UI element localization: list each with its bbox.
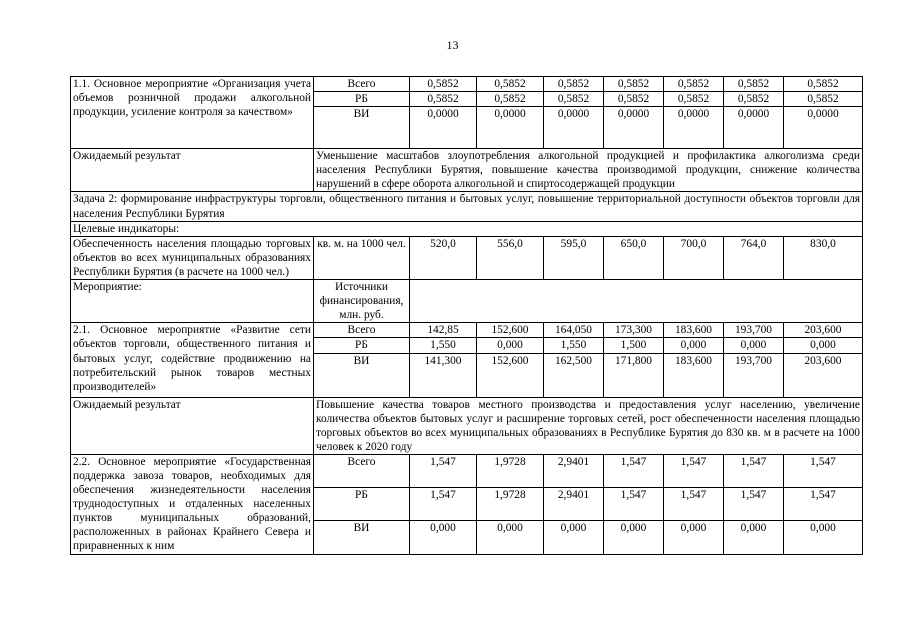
value-cell: 1,547 bbox=[664, 454, 724, 487]
value-cell: 141,300 bbox=[410, 353, 477, 397]
value-cell: 0,000 bbox=[477, 521, 544, 554]
source-cell: РБ bbox=[314, 338, 410, 353]
value-cell: 595,0 bbox=[544, 236, 604, 279]
table-row bbox=[71, 77, 863, 92]
table-row bbox=[71, 221, 863, 236]
value-cell: 1,547 bbox=[724, 454, 784, 487]
value-cell: 1,9728 bbox=[477, 454, 544, 487]
value-cell: 193,700 bbox=[724, 353, 784, 397]
value-cell: 0,000 bbox=[544, 521, 604, 554]
source-cell: ВИ bbox=[314, 107, 410, 149]
value-cell: 0,5852 bbox=[604, 92, 664, 107]
source-cell: Всего bbox=[314, 454, 410, 487]
indicators-label: Целевые индикаторы: bbox=[71, 221, 863, 236]
value-cell: 1,547 bbox=[604, 488, 664, 521]
value-cell: 1,547 bbox=[664, 488, 724, 521]
value-cell: 1,550 bbox=[410, 338, 477, 353]
value-cell: 0,5852 bbox=[784, 77, 863, 92]
value-cell: 0,5852 bbox=[604, 77, 664, 92]
indicator-unit: кв. м. на 1000 чел. bbox=[314, 236, 410, 279]
value-cell: 0,000 bbox=[784, 338, 863, 353]
table-row bbox=[71, 192, 863, 221]
value-cell: 0,5852 bbox=[544, 92, 604, 107]
value-cell: 0,0000 bbox=[724, 107, 784, 149]
source-cell: ВИ bbox=[314, 353, 410, 397]
source-cell: Всего bbox=[314, 77, 410, 92]
value-cell: 0,5852 bbox=[664, 92, 724, 107]
table-row bbox=[71, 149, 863, 192]
value-cell: 193,700 bbox=[724, 323, 784, 338]
value-cell: 830,0 bbox=[784, 236, 863, 279]
result-text: Уменьшение масштабов злоупотребления алкогольной продукцией и профилактика алкоголизма среди населения Республики Бурятия, повышение качества производимой продукции, снижение количества нарушений в сфере оборота алкогольной и спиртосодержащей продукции bbox=[314, 149, 863, 192]
empty-cell bbox=[410, 280, 863, 323]
value-cell: 1,547 bbox=[784, 454, 863, 487]
value-cell: 171,800 bbox=[604, 353, 664, 397]
table-row bbox=[71, 323, 863, 338]
event-title: 2.2. Основное мероприятие «Государственная поддержка завоза товаров, необходимых для обеспечения жизнедеятельности населения труднодоступных и отдаленных населенных пунктов муниципальных образований, расположенных в районах Крайнего Севера и приравненных к ним bbox=[71, 454, 314, 554]
value-cell: 0,000 bbox=[664, 338, 724, 353]
value-cell: 556,0 bbox=[477, 236, 544, 279]
source-cell: Всего bbox=[314, 323, 410, 338]
value-cell: 183,600 bbox=[664, 353, 724, 397]
value-cell: 0,000 bbox=[410, 521, 477, 554]
value-cell: 650,0 bbox=[604, 236, 664, 279]
table-row bbox=[71, 397, 863, 454]
indicator-name: Обеспеченность населения площадью торговых объектов во всех муниципальных образованиях Республики Бурятия (в расчете на 1000 чел.) bbox=[71, 236, 314, 279]
value-cell: 152,600 bbox=[477, 353, 544, 397]
task-heading: Задача 2: формирование инфраструктуры торговли, общественного питания и бытовых услуг, повышение территориальной доступности объектов торговли для населения Республики Бурятия bbox=[71, 192, 863, 221]
value-cell: 0,5852 bbox=[410, 77, 477, 92]
value-cell: 764,0 bbox=[724, 236, 784, 279]
value-cell: 0,5852 bbox=[784, 92, 863, 107]
value-cell: 1,547 bbox=[410, 488, 477, 521]
value-cell: 2,9401 bbox=[544, 488, 604, 521]
value-cell: 700,0 bbox=[664, 236, 724, 279]
value-cell: 162,500 bbox=[544, 353, 604, 397]
value-cell: 0,000 bbox=[477, 338, 544, 353]
value-cell: 183,600 bbox=[664, 323, 724, 338]
value-cell: 1,550 bbox=[544, 338, 604, 353]
value-cell: 173,300 bbox=[604, 323, 664, 338]
value-cell: 0,0000 bbox=[604, 107, 664, 149]
value-cell: 2,9401 bbox=[544, 454, 604, 487]
event-label: Мероприятие: bbox=[71, 280, 314, 323]
value-cell: 0,0000 bbox=[544, 107, 604, 149]
result-label: Ожидаемый результат bbox=[71, 397, 314, 454]
event-title: 1.1. Основное мероприятие «Организация учета объемов розничной продажи алкогольной продукции, усиление контроля за качеством» bbox=[71, 77, 314, 149]
value-cell: 203,600 bbox=[784, 323, 863, 338]
value-cell: 520,0 bbox=[410, 236, 477, 279]
value-cell: 152,600 bbox=[477, 323, 544, 338]
page-number: 13 bbox=[446, 38, 459, 52]
value-cell: 0,0000 bbox=[664, 107, 724, 149]
value-cell: 0,0000 bbox=[784, 107, 863, 149]
value-cell: 0,5852 bbox=[544, 77, 604, 92]
value-cell: 0,000 bbox=[724, 521, 784, 554]
sources-label: Источники финансирования, млн. руб. bbox=[314, 280, 410, 323]
source-cell: ВИ bbox=[314, 521, 410, 554]
value-cell: 0,000 bbox=[664, 521, 724, 554]
value-cell: 203,600 bbox=[784, 353, 863, 397]
table-row bbox=[71, 454, 863, 487]
table-row bbox=[71, 236, 863, 279]
value-cell: 0,000 bbox=[784, 521, 863, 554]
value-cell: 0,5852 bbox=[724, 92, 784, 107]
value-cell: 0,0000 bbox=[477, 107, 544, 149]
value-cell: 1,547 bbox=[410, 454, 477, 487]
event-title: 2.1. Основное мероприятие «Развитие сети объектов торговли, общественного питания и бытовых услуг, содействие продвижению на потребительский рынок товаров местных производителей» bbox=[71, 323, 314, 397]
value-cell: 0,000 bbox=[724, 338, 784, 353]
value-cell: 164,050 bbox=[544, 323, 604, 338]
value-cell: 1,500 bbox=[604, 338, 664, 353]
result-label: Ожидаемый результат bbox=[71, 149, 314, 192]
value-cell: 0,5852 bbox=[477, 92, 544, 107]
value-cell: 1,547 bbox=[784, 488, 863, 521]
source-cell: РБ bbox=[314, 488, 410, 521]
value-cell: 0,5852 bbox=[410, 92, 477, 107]
result-text: Повышение качества товаров местного производства и предоставления услуг населению, увеличение количества объектов бытовых услуг и расширение торговых сетей, рост обеспеченности населения площадью торговых объектов во всех муниципальных образованиях в Республике Бурятия до 830 кв. м в расчете на 1000 человек к 2020 году bbox=[314, 397, 863, 454]
value-cell: 142,85 bbox=[410, 323, 477, 338]
value-cell: 0,5852 bbox=[724, 77, 784, 92]
value-cell: 1,547 bbox=[604, 454, 664, 487]
value-cell: 0,5852 bbox=[664, 77, 724, 92]
value-cell: 0,000 bbox=[604, 521, 664, 554]
value-cell: 0,5852 bbox=[477, 77, 544, 92]
value-cell: 0,0000 bbox=[410, 107, 477, 149]
value-cell: 1,547 bbox=[724, 488, 784, 521]
source-cell: РБ bbox=[314, 92, 410, 107]
value-cell: 1,9728 bbox=[477, 488, 544, 521]
table-row bbox=[71, 280, 863, 323]
program-table bbox=[70, 76, 863, 555]
